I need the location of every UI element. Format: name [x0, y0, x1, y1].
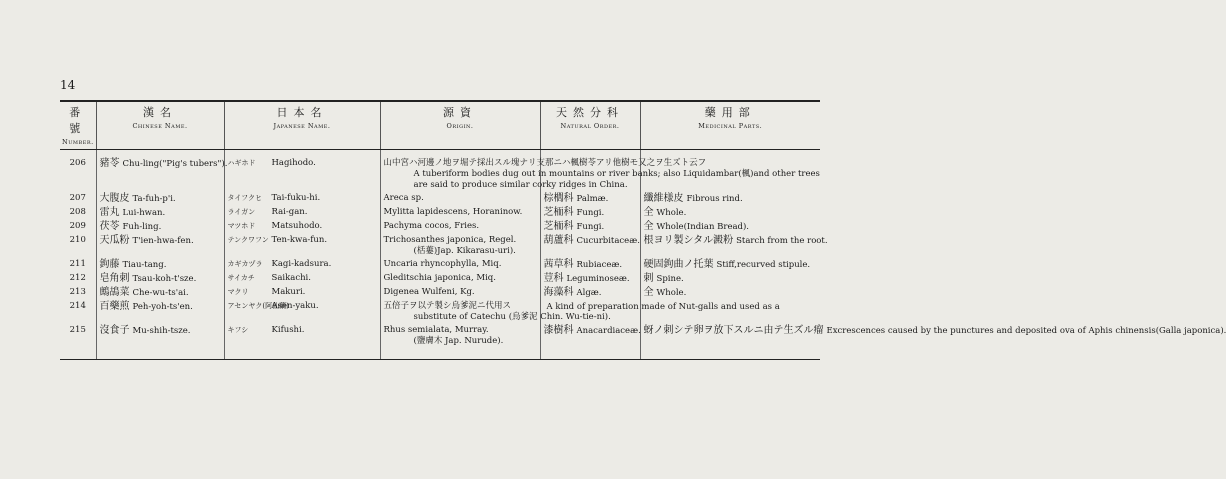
cell-japanese-name	[224, 258, 380, 272]
medicinal-part-kanji: 全	[643, 287, 654, 298]
cell-origin	[380, 206, 540, 220]
origin-line: 五倍子ヲ以テ製シ烏爹泥ニ代用ス	[383, 301, 512, 311]
cell-medicinal-parts	[640, 258, 820, 272]
medicinal-part-kanji: 全	[643, 221, 654, 232]
chinese-name-romanized: Peh-yoh-ts'en.	[132, 302, 193, 312]
cell-medicinal-parts	[640, 272, 820, 286]
natural-order-name: Algæ.	[576, 288, 602, 298]
cell-natural-order	[540, 272, 640, 286]
table-body	[60, 150, 1226, 360]
entry-number: 210	[69, 235, 86, 245]
medicinal-part-name: Starch from the root.	[736, 236, 828, 246]
medicinal-part-kanji: 纖維様皮	[643, 193, 684, 204]
japanese-name-romanized: Matsuhodo.	[271, 221, 323, 231]
cell-origin	[380, 300, 611, 324]
cell-number	[60, 150, 96, 193]
medicinal-part-kanji: 根ヨリ製シタル澱粉	[643, 235, 734, 246]
natural-order-kanji: 芝栭科	[543, 207, 574, 218]
medicinal-part-kanji: 硬固鉤曲ノ托葉	[643, 259, 714, 270]
table-row	[60, 272, 820, 286]
page-number: 14	[60, 78, 76, 92]
japanese-name-kana: カギカヅラ	[227, 260, 263, 268]
chinese-name-kanji: 豬苓	[99, 158, 120, 169]
medicinal-part-name: Stiff,recurved stipule.	[716, 260, 811, 270]
origin-line: Mylitta lapidescens, Horaninow.	[383, 207, 523, 217]
origin-line: Uncaria rhyncophylla, Miq.	[383, 259, 502, 269]
cell-chinese-name	[96, 234, 224, 258]
cell-origin	[380, 220, 540, 234]
japanese-name-kana: ハギホド	[227, 159, 256, 167]
cell-origin	[380, 150, 820, 193]
japanese-name-kana: キフシ	[227, 326, 249, 334]
origin-line: 山中宮ハ河邊ノ地ヲ堀テ採出スル塊ナリ支那ニハ楓樹苓アリ他樹モ又之ヲ生ズト云フ	[383, 158, 707, 168]
table-row	[60, 206, 820, 220]
header-label-jp: 漢名	[143, 106, 177, 119]
japanese-name-kana: アセンヤク(阿仙藥)	[227, 302, 289, 310]
natural-order-name: Anacardiaceæ.	[576, 326, 641, 336]
origin-line: A tuberiform bodies dug out in mountains or river banks; also Liquidambar(楓)and other trees	[413, 169, 820, 179]
chinese-name-romanized: T'ien-hwa-fen.	[132, 236, 194, 246]
header-label-en: Chinese Name.	[132, 122, 188, 130]
natural-order-kanji: 海藻科	[543, 287, 574, 298]
japanese-name-romanized: Kagi-kadsura.	[271, 259, 332, 269]
materia-medica-table-wrapper	[60, 100, 1226, 360]
natural-order-name: Fungi.	[576, 208, 605, 218]
table-row	[60, 300, 820, 324]
chinese-name-kanji: 鉤藤	[99, 259, 120, 270]
natural-order-name: Fungi.	[576, 222, 605, 232]
cell-medicinal-parts	[640, 234, 828, 258]
cell-japanese-name	[224, 206, 380, 220]
header-label-jp: 藥用部	[704, 106, 756, 119]
natural-order-kanji: 芝栭科	[543, 221, 574, 232]
materia-medica-table	[60, 100, 1226, 360]
entry-number: 209	[69, 221, 86, 231]
natural-order-kanji: 葫蘆科	[543, 235, 574, 246]
entry-number: 214	[69, 301, 86, 311]
cell-number	[60, 206, 96, 220]
entry-number: 206	[69, 158, 86, 168]
medicinal-part-kanji: 全	[643, 207, 654, 218]
japanese-name-romanized: Makuri.	[271, 287, 306, 297]
cell-natural-order	[540, 192, 640, 206]
cell-chinese-name	[96, 300, 224, 324]
origin-line: Trichosanthes japonica, Regel.	[383, 235, 517, 245]
natural-order-name: Palmæ.	[576, 194, 609, 204]
cell-japanese-name	[224, 220, 380, 234]
cell-chinese-name	[96, 220, 224, 234]
chinese-name-romanized: Tsau-koh-t'sze.	[132, 274, 197, 284]
chinese-name-romanized: Fuh-ling.	[122, 222, 162, 232]
header-number	[60, 101, 96, 150]
table-row	[60, 258, 820, 272]
japanese-name-kana: マクリ	[227, 288, 249, 296]
cell-origin	[380, 234, 540, 258]
cell-number	[60, 272, 96, 286]
header-label-jp: 天然分科	[556, 106, 624, 119]
chinese-name-kanji: 百藥煎	[99, 301, 130, 312]
japanese-name-romanized: Kifushi.	[271, 325, 305, 335]
medicinal-part-name: Whole.	[656, 288, 687, 298]
cell-origin	[380, 272, 540, 286]
cell-number	[60, 258, 96, 272]
header-natural-order	[540, 101, 640, 150]
entry-number: 207	[69, 193, 86, 203]
cell-chinese-name	[96, 324, 224, 360]
cell-number	[60, 286, 96, 300]
medicinal-part-name: Whole(Indian Bread).	[656, 222, 749, 232]
cell-medicinal-parts	[640, 220, 820, 234]
origin-line: Rhus semialata, Murray.	[383, 325, 489, 335]
chinese-name-romanized: Chu-ling("Pig's tubers").	[122, 159, 228, 169]
entry-number: 215	[69, 325, 86, 335]
cell-origin	[380, 258, 540, 272]
medicinal-part-name: Fibrous rind.	[686, 194, 743, 204]
cell-natural-order	[540, 324, 640, 360]
japanese-name-kana: タイフクヒ	[227, 194, 262, 202]
origin-line: (栝蔞)Jap. Kikarasu-uri).	[413, 246, 516, 256]
entry-number: 212	[69, 273, 86, 283]
cell-chinese-name	[96, 258, 224, 272]
origin-line: substitute of Catechu (烏爹泥 Chin. Wu-tie-ni).	[413, 312, 611, 322]
cell-origin	[380, 324, 540, 360]
cell-chinese-name	[96, 192, 224, 206]
japanese-name-kana: マツホド	[227, 222, 256, 230]
japanese-name-romanized: Asen-yaku.	[271, 301, 319, 311]
header-japanese-name	[224, 101, 380, 150]
table-row	[60, 192, 820, 206]
chinese-name-kanji: 天瓜粉	[99, 235, 130, 246]
natural-order-kanji: 荳科	[543, 273, 564, 284]
header-origin	[380, 101, 540, 150]
entry-number: 208	[69, 207, 86, 217]
cell-chinese-name	[96, 286, 224, 300]
cell-japanese-name	[224, 234, 380, 258]
cell-number	[60, 234, 96, 258]
origin-line: Digenea Wulfeni, Kg.	[383, 287, 475, 297]
japanese-name-kana: テンクワフン	[227, 236, 269, 244]
cell-natural-order	[540, 206, 640, 220]
medicinal-part-kanji: 刺	[643, 273, 654, 284]
chinese-name-kanji: 沒食子	[99, 325, 130, 336]
medicinal-part-kanji: 蚜ノ刺シテ卵ヲ放下スルニ由テ生ズル瘤	[643, 325, 824, 336]
chinese-name-kanji: 皂角刺	[99, 273, 130, 284]
header-label-en: Medicinal Parts.	[698, 122, 763, 130]
cell-number	[60, 192, 96, 206]
chinese-name-romanized: Che-wu-ts'ai.	[132, 288, 189, 298]
natural-order-name: Leguminoseæ.	[566, 274, 630, 284]
cell-japanese-name	[224, 150, 380, 193]
cell-origin	[380, 286, 540, 300]
header-label-en: Number.	[62, 138, 94, 146]
table-row	[60, 220, 820, 234]
table-row	[60, 234, 820, 258]
japanese-name-romanized: Saikachi.	[271, 273, 311, 283]
japanese-name-kana: ライガン	[227, 208, 256, 216]
japanese-name-romanized: Rai-gan.	[271, 207, 308, 217]
origin-line: are said to produce similar corky ridges in China.	[413, 180, 628, 190]
medicinal-part-name: Whole.	[656, 208, 687, 218]
cell-number	[60, 324, 96, 360]
cell-number	[60, 300, 96, 324]
cell-japanese-name	[224, 272, 380, 286]
chinese-name-kanji: 大腹皮	[99, 193, 130, 204]
natural-order-name: Rubiaceæ.	[576, 260, 623, 270]
header-label-jp: 日本名	[276, 106, 328, 119]
natural-order-name: A kind of preparation made of Nut-galls and used as a	[546, 302, 780, 312]
table-row	[60, 286, 820, 300]
origin-line: Gleditschia japonica, Miq.	[383, 273, 496, 283]
chinese-name-kanji: 茯苓	[99, 221, 120, 232]
chinese-name-romanized: Tiau-tang.	[122, 260, 167, 270]
cell-japanese-name	[224, 300, 380, 324]
cell-number	[60, 220, 96, 234]
header-medicinal-parts	[640, 101, 820, 150]
cell-natural-order	[540, 286, 640, 300]
cell-medicinal-parts	[640, 206, 820, 220]
natural-order-name: Cucurbitaceæ.	[576, 236, 640, 246]
medicinal-part-name: Spine.	[656, 274, 684, 284]
cell-origin	[380, 192, 540, 206]
cell-medicinal-parts	[640, 324, 1226, 360]
chinese-name-kanji: 鷓鴣菜	[99, 287, 130, 298]
cell-natural-order	[540, 234, 640, 258]
japanese-name-kana: サイカチ	[227, 274, 255, 282]
cell-medicinal-parts	[640, 286, 820, 300]
cell-japanese-name	[224, 324, 380, 360]
table-header-row	[60, 101, 820, 150]
header-label-en: Japanese Name.	[273, 122, 331, 130]
header-label-en: Natural Order.	[560, 122, 620, 130]
cell-natural-order	[540, 220, 640, 234]
japanese-name-romanized: Tai-fuku-hi.	[271, 193, 321, 203]
cell-chinese-name	[96, 272, 224, 286]
japanese-name-romanized: Ten-kwa-fun.	[271, 235, 328, 245]
cell-japanese-name	[224, 286, 380, 300]
cell-chinese-name	[96, 206, 224, 220]
header-label-jp: 源資	[443, 106, 477, 119]
chinese-name-romanized: Mu-shih-tsze.	[132, 326, 191, 336]
chinese-name-romanized: Lui-hwan.	[122, 208, 166, 218]
natural-order-kanji: 棕櫚科	[543, 193, 574, 204]
cell-chinese-name	[96, 150, 228, 193]
origin-line: (鹽膚木 Jap. Nurude).	[413, 336, 504, 346]
chinese-name-kanji: 雷丸	[99, 207, 120, 218]
cell-japanese-name	[224, 192, 380, 206]
header-label-jp: 番號	[69, 106, 87, 135]
entry-number: 213	[69, 287, 86, 297]
chinese-name-romanized: Ta-fuh-p'i.	[132, 194, 176, 204]
origin-line: Areca sp.	[383, 193, 424, 203]
natural-order-kanji: 漆樹科	[543, 325, 574, 336]
origin-line: Pachyma cocos, Fries.	[383, 221, 480, 231]
medicinal-part-name: Excrescences caused by the punctures and deposited ova of Aphis chinensis(Galla japonica).	[826, 326, 1226, 336]
japanese-name-romanized: Hagihodo.	[271, 158, 316, 168]
header-label-en: Origin.	[446, 122, 474, 130]
cell-medicinal-parts	[640, 192, 820, 206]
table-row	[60, 324, 820, 360]
natural-order-kanji: 茜草科	[543, 259, 574, 270]
table-row	[60, 150, 820, 193]
header-chinese-name	[96, 101, 224, 150]
cell-natural-order	[540, 258, 640, 272]
entry-number: 211	[69, 259, 86, 269]
